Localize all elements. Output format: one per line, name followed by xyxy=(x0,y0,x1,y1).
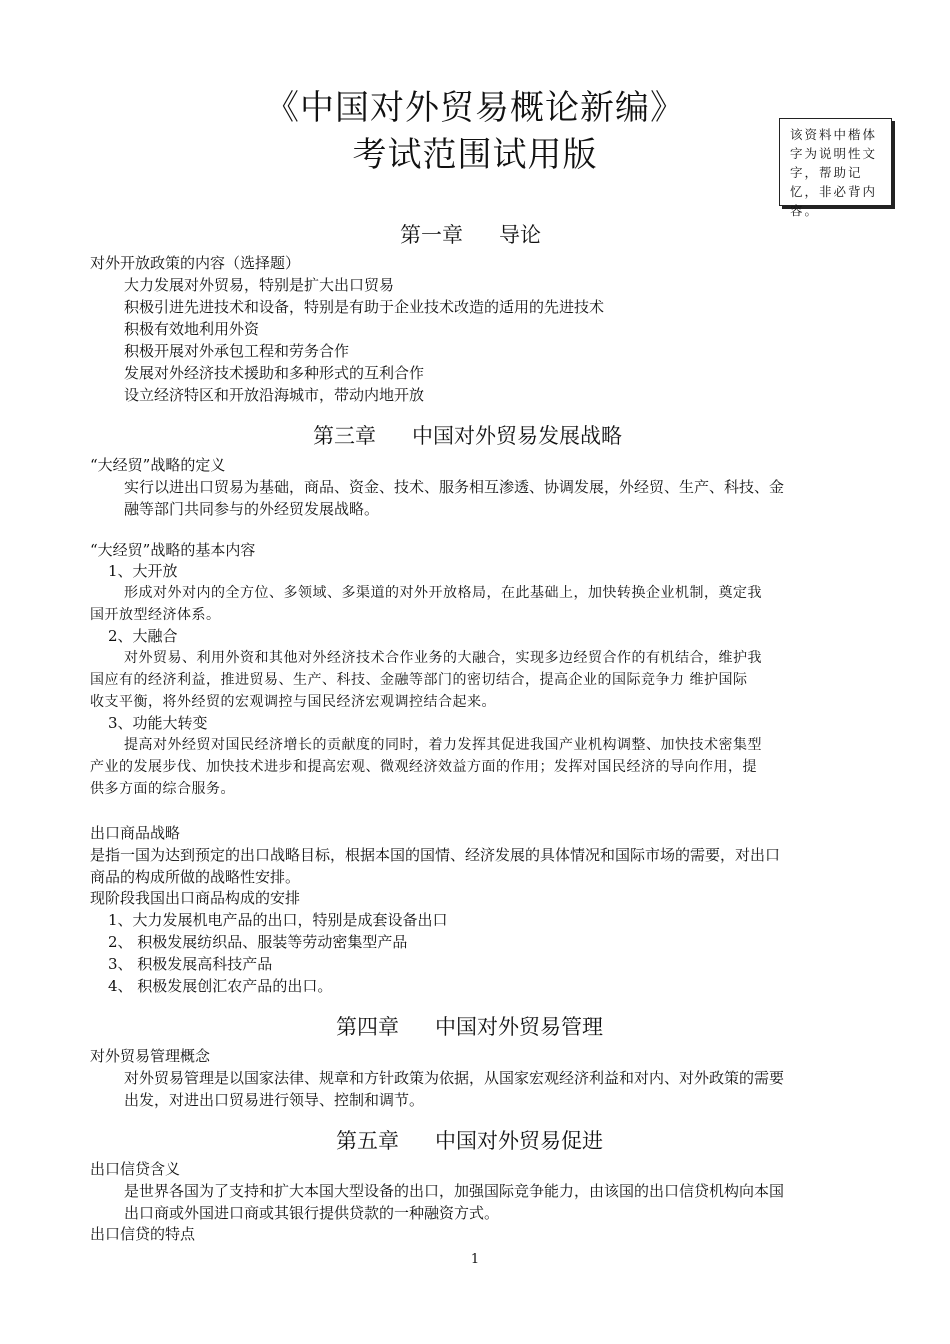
chapter3-name: 中国对外贸易发展战略 xyxy=(412,424,622,448)
chapter5-heading xyxy=(336,1125,603,1155)
basic-point-line: 收支平衡，将外经贸的宏观调控与国民经济宏观调控结合起来。 xyxy=(90,694,496,710)
export-credit-line: 出口商或外国进口商或其银行提供贷款的一种融资方式。 xyxy=(124,1204,500,1222)
basic-point-line: 供多方面的综合服务。 xyxy=(90,781,235,797)
chapter3-number: 第三章 xyxy=(313,424,376,448)
note-box: 该资料中楷体字为说明性文字，帮助记忆，非必背内容。 xyxy=(779,118,892,206)
chapter1-item: 积极开展对外承包工程和劳务合作 xyxy=(124,342,350,360)
export-strategy-line: 商品的构成所做的战略性安排。 xyxy=(90,868,301,886)
chapter1-name: 导论 xyxy=(499,223,541,247)
export-arrangement-item: 2、 积极发展纺织品、服装等劳动密集型产品 xyxy=(108,933,408,951)
basic-point-line: 提高对外经贸对国民经济增长的贡献度的同时，着力发挥其促进我国产业机构调整、加快技术密集型 xyxy=(124,737,762,753)
big-trade-basic-heading: “大经贸”战略的基本内容 xyxy=(90,541,256,559)
basic-point-title: 1、大开放 xyxy=(108,562,178,580)
chapter4-name: 中国对外贸易管理 xyxy=(435,1015,603,1039)
document-title-line1: 《中国对外贸易概论新编》 xyxy=(265,88,685,128)
chapter1-item: 大力发展对外贸易，特别是扩大出口贸易 xyxy=(124,276,395,294)
basic-point-line: 产业的发展步伐、加快技术进步和提高宏观、微观经济效益方面的作用；发挥对国民经济的导向作用，提 xyxy=(90,759,757,775)
chapter1-section-heading: 对外开放政策的内容（选择题） xyxy=(90,254,301,272)
big-trade-definition-heading: “大经贸”战略的定义 xyxy=(90,456,226,474)
trade-management-line: 对外贸易管理是以国家法律、规章和方针政策为依据，从国家宏观经济利益和对内、对外政策的需要 xyxy=(124,1069,785,1087)
export-strategy-line: 是指一国为达到预定的出口战略目标，根据本国的国情、经济发展的具体情况和国际市场的需要，对出口 xyxy=(90,846,781,864)
chapter1-item: 积极有效地利用外资 xyxy=(124,320,260,338)
export-arrangement-item: 1、大力发展机电产品的出口，特别是成套设备出口 xyxy=(108,911,448,929)
chapter1-item: 积极引进先进技术和设备，特别是有助于企业技术改造的适用的先进技术 xyxy=(124,298,605,316)
basic-point-line: 形成对外对内的全方位、多领域、多渠道的对外开放格局，在此基础上，加快转换企业机制，奠定我 xyxy=(124,585,762,601)
document-title-line2: 考试范围试用版 xyxy=(352,135,598,175)
chapter3-heading xyxy=(313,420,622,450)
basic-point-title: 3、功能大转变 xyxy=(108,714,208,732)
export-strategy-heading: 出口商品战略 xyxy=(90,824,181,842)
chapter4-heading xyxy=(336,1011,603,1041)
chapter1-number: 第一章 xyxy=(400,223,463,247)
chapter4-number: 第四章 xyxy=(336,1015,399,1039)
basic-point-line: 国应有的经济利益，推进贸易、生产、科技、金融等部门的密切结合，提高企业的国际竞争力 维护国际 xyxy=(90,672,748,688)
trade-management-line: 出发，对进出口贸易进行领导、控制和调节。 xyxy=(124,1091,425,1109)
definition-line: 实行以进出口贸易为基础，商品、资金、技术、服务相互渗透、协调发展，外经贸、生产、科技、金 xyxy=(124,478,785,496)
export-credit-features-heading: 出口信贷的特点 xyxy=(90,1225,196,1243)
export-credit-line: 是世界各国为了支持和扩大本国大型设备的出口，加强国际竞争能力，由该国的出口信贷机构向本国 xyxy=(124,1182,785,1200)
chapter5-name: 中国对外贸易促进 xyxy=(435,1129,603,1153)
basic-point-line: 国开放型经济体系。 xyxy=(90,607,221,623)
export-arrangement-item: 4、 积极发展创汇农产品的出口。 xyxy=(108,977,333,995)
chapter1-item: 设立经济特区和开放沿海城市，带动内地开放 xyxy=(124,386,425,404)
basic-point-title: 2、大融合 xyxy=(108,627,178,645)
trade-management-heading: 对外贸易管理概念 xyxy=(90,1047,211,1065)
page-number: 1 xyxy=(470,1252,480,1267)
definition-line: 融等部门共同参与的外经贸发展战略。 xyxy=(124,500,380,518)
basic-point-line: 对外贸易、利用外资和其他对外经济技术合作业务的大融合，实现多边经贸合作的有机结合，维护我 xyxy=(124,650,762,666)
chapter1-item: 发展对外经济技术援助和多种形式的互利合作 xyxy=(124,364,425,382)
export-arrangement-item: 3、 积极发展高科技产品 xyxy=(108,955,273,973)
chapter1-heading xyxy=(400,219,541,249)
export-credit-heading: 出口信贷含义 xyxy=(90,1160,181,1178)
chapter5-number: 第五章 xyxy=(336,1129,399,1153)
export-arrangement-heading: 现阶段我国出口商品构成的安排 xyxy=(90,889,301,907)
